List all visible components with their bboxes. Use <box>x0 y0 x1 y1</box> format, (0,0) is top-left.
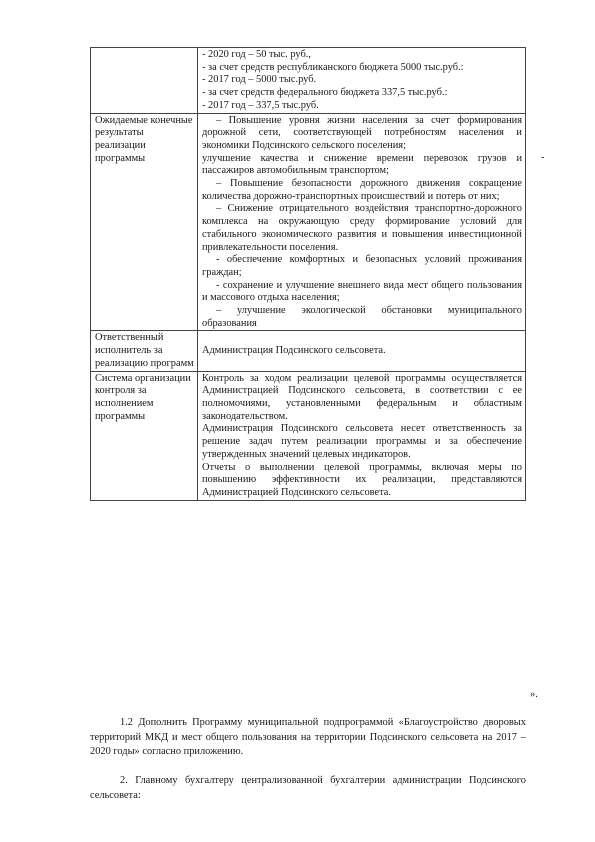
control-label: Система организации контроля за исполнением программы <box>91 371 198 500</box>
results-paragraph: - сохранение и улучшение внешнего вида мест общего пользования и массового отдыха населения; <box>202 279 522 304</box>
control-paragraph: Контроль за ходом реализации целевой программы осуществляется Администрацией Подсинского сельсовета, в соответствии с ее полномочиями, установленными федеральным и областным законодательством. <box>202 372 522 422</box>
results-paragraph: улучшение качества и снижение времени перевозок грузов и пассажиров автомобильным транспортом; <box>202 152 522 177</box>
body-paragraph-1 <box>90 716 526 760</box>
body-paragraph-2-text: 2. Главному бухгалтеру централизованной бухгалтерии администрации Подсинского сельсовета: <box>90 775 526 801</box>
side-dash-mark: - <box>541 152 545 163</box>
funding-line: - за счет средств федерального бюджета 337,5 тыс.руб.: <box>202 87 448 99</box>
results-paragraph: – Снижение отрицательного воздействия транспортно-дорожного комплекса на окружающую среду формирование условий для стабильного экономического развития и повышения инвестиционной привлекательности поселения. <box>202 203 522 253</box>
control-paragraph: Отчеты о выполнении целевой программы, включая меры по повышению эффективности их реализации, представляются Администрацией Подсинского сельсовета. <box>202 461 522 498</box>
funding-content-cell <box>198 48 526 114</box>
closing-quote-mark: ». <box>530 689 538 700</box>
control-paragraph: Администрация Подсинского сельсовета несет ответственность за решение задач путем реализации программы и за обеспечение утвержденных значений целевых индикаторов. <box>202 423 522 460</box>
table-row <box>91 113 526 331</box>
results-paragraph: - обеспечение комфортных и безопасных условий проживания граждан; <box>202 254 522 278</box>
body-paragraph-2 <box>90 774 526 803</box>
funding-line: - за счет средств республиканского бюджета 5000 тыс.руб.: <box>202 61 464 73</box>
results-paragraph: – Повышение безопасности дорожного движения сокращение количества дорожно-транспортных происшествий и потерь от них; <box>202 178 522 202</box>
funding-label-cell <box>91 48 198 114</box>
table-row <box>91 371 526 500</box>
results-label: Ожидаемые конечные результаты реализации программы <box>91 113 198 331</box>
funding-line: - 2020 год – 50 тыс. руб., <box>202 49 311 60</box>
responsible-content: Администрация Подсинского сельсовета. <box>198 331 526 371</box>
table-row <box>91 331 526 371</box>
program-passport-table <box>90 47 526 501</box>
control-content-cell <box>198 371 526 500</box>
funding-line: - 2017 год – 5000 тыс.руб. <box>202 74 317 86</box>
body-paragraph-1-text: 1.2 Дополнить Программу муниципальной подпрограммой «Благоустройство дворовых территорий МКД и мест общего пользования на территории Подсинского сельсовета на 2017 – 2020 годы» согласно приложению. <box>90 717 526 757</box>
funding-line: - 2017 год – 337,5 тыс.руб. <box>202 99 319 111</box>
results-paragraph: – Повышение уровня жизни населения за счет формирования дорожной сети, соответствующей потребностям населения и экономики Подсинского сельского поселения; <box>202 114 522 151</box>
table-row <box>91 48 526 114</box>
results-paragraph: – улучшение экологической обстановки муниципального образования <box>202 305 522 329</box>
results-content-cell <box>198 113 526 331</box>
responsible-label: Ответственный исполнитель за реализацию программ <box>91 331 198 371</box>
